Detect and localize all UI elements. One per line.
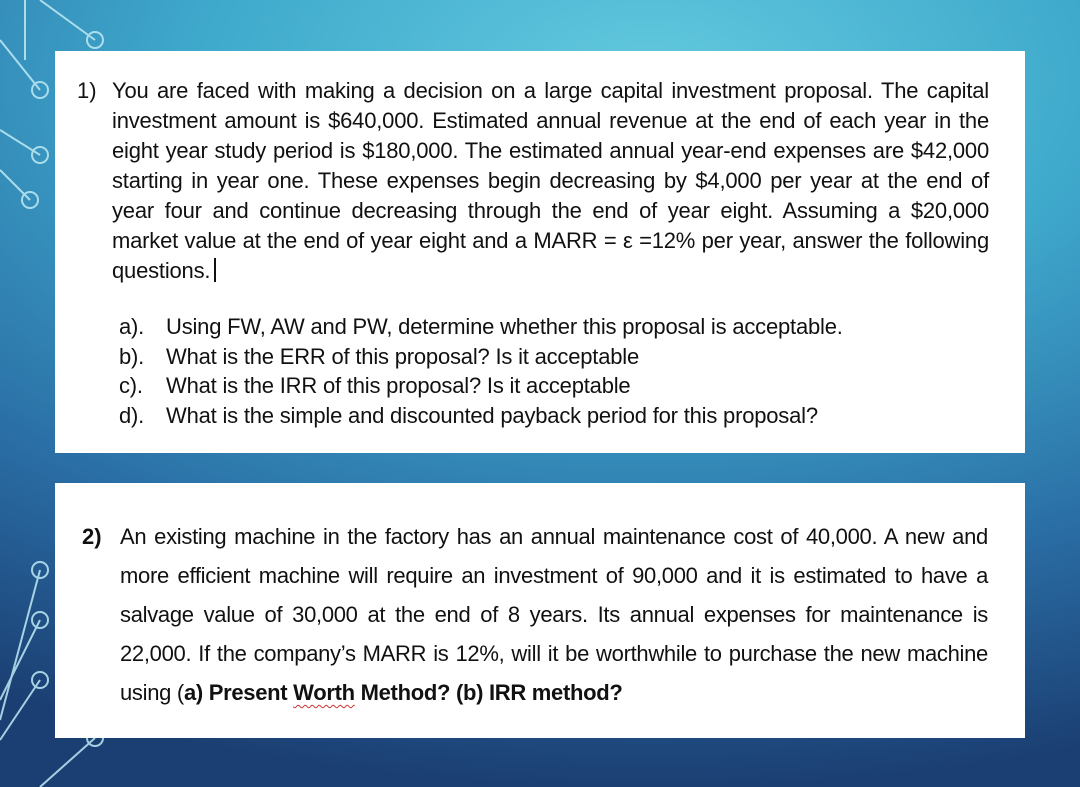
question-2-bold-rest: Method? (b) IRR method? [354, 680, 623, 705]
part-text: What is the IRR of this proposal? Is it acceptable [166, 373, 631, 398]
spellcheck-word: Worth [293, 680, 355, 705]
part-letter: a). [119, 314, 145, 339]
part-text: What is the simple and discounted payback period for this proposal? [166, 402, 818, 428]
part-letter: d). [119, 402, 145, 428]
question-1-text: You are faced with making a decision on a large capital investment proposal. The capital investment amount is $640,000. Estimated annual revenue at the end of each year in the eight year study period is $180,000. The estimated annual year-end expenses are $42,000 starting in year one. These expenses begin decreasing by $4,000 per year at the end of year four and continue decreasing through the end of year eight. Assuming a $20,000 market value at the end of year eight and a MARR = ε =12% per year, answer the following questions. [112, 78, 989, 283]
part-text: Using FW, AW and PW, determine whether this proposal is acceptable. [166, 314, 843, 339]
question-1-number: 1) [77, 78, 97, 103]
list-item [119, 401, 843, 431]
part-text: What is the ERR of this proposal? Is it acceptable [166, 343, 640, 369]
question-1-parts [119, 312, 843, 430]
question-1-text-block [112, 76, 989, 286]
question-1 [77, 76, 989, 286]
question-1-card [55, 51, 1025, 453]
question-2-card [55, 483, 1025, 738]
question-2-bold-a: a) Present [183, 680, 294, 705]
list-item [119, 312, 843, 342]
question-2-number: 2) [82, 524, 102, 549]
question-2 [82, 517, 988, 712]
text-cursor [214, 258, 216, 282]
question-2-text-block [120, 517, 988, 712]
list-item [119, 342, 843, 372]
list-item [119, 371, 843, 401]
part-letter: b). [119, 343, 145, 369]
part-letter: c). [119, 373, 143, 398]
question-2-text: An existing machine in the factory has an annual maintenance cost of 40,000. A new and more efficient machine will require an investment of 90,000 and it is estimated to have a salvage value of 30,000 at the end of 8 years. Its annual expenses for maintenance is 22,000. If the company’s MARR is 12%, will it be worthwhile to purchase the new machine using ( [120, 524, 988, 705]
